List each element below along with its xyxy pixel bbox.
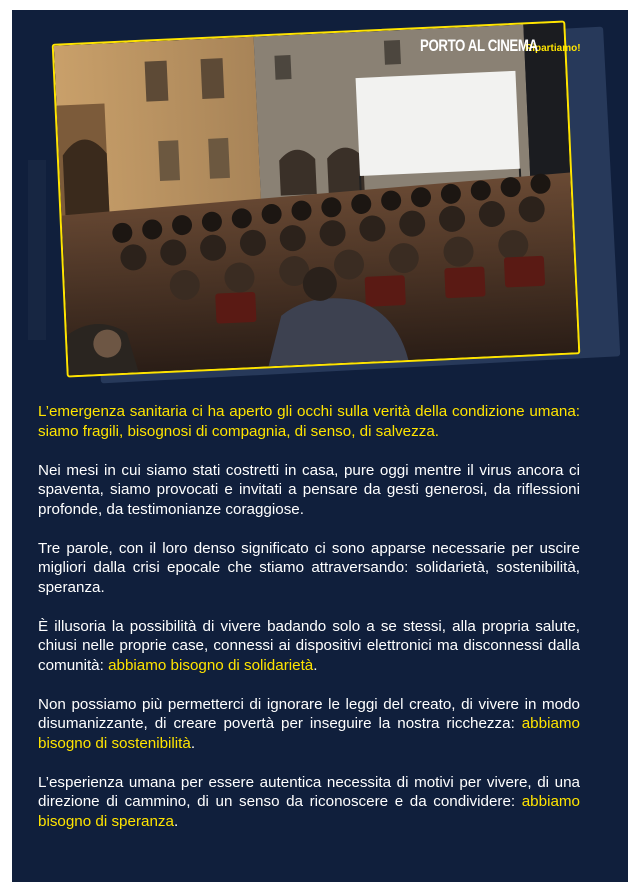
paragraph-2 bbox=[38, 461, 580, 520]
paragraph-6 bbox=[38, 773, 580, 832]
outdoor-cinema-illustration bbox=[54, 23, 578, 376]
paragraph-1-highlight: L’emergenza sanitaria ci ha aperto gli occhi sulla verità della condizione umana: siamo fragili, bisognosi di compagnia, di senso, di salvezza. bbox=[38, 403, 580, 440]
paragraph-5-highlight: abbiamo bisogno di sostenibilità bbox=[38, 715, 580, 752]
paragraph-5-tail: . bbox=[190, 734, 196, 752]
paragraph-3 bbox=[38, 539, 580, 598]
paragraph-3-text: Tre parole, con il loro denso significato ci sono apparse necessarie per uscire migliori dalla crisi epocale che stiamo attraversando: solidarietà, sostenibilità, speranza. bbox=[38, 539, 580, 596]
logo-tagline: Ripartiamo! bbox=[525, 43, 581, 54]
paragraph-2-text: Nei mesi in cui siamo stati costretti in casa, pure oggi mentre il virus ancora ci spaventa, siamo provocati e invitati a pensare da gesti generosi, da riflessioni profonde, da testimonianze coraggiose. bbox=[38, 461, 580, 518]
article-body bbox=[38, 402, 580, 851]
porto-al-cinema-logo bbox=[420, 36, 581, 56]
outdoor-cinema-photo bbox=[52, 21, 581, 378]
paragraph-4 bbox=[38, 617, 580, 676]
paragraph-6-highlight: abbiamo bisogno di speranza bbox=[38, 793, 580, 830]
logo-title: PORTO AL CINEMA bbox=[420, 36, 538, 55]
paragraph-5-text: Non possiamo più permetterci di ignorare le leggi del creato, di vivere in modo disumanizzante, di creare povertà per inseguire la nostra ricchezza: bbox=[38, 695, 580, 732]
paragraph-5 bbox=[38, 695, 580, 754]
paragraph-6-text: L’esperienza umana per essere autentica necessita di motivi per vivere, di una direzione di cammino, di un senso da riconoscere e da condividere: bbox=[38, 773, 580, 810]
paragraph-4-text: È illusoria la possibilità di vivere badando solo a se stessi, alla propria salute, chiusi nelle proprie case, connessi ai dispositivi elettronici ma disconnessi dalla comunità: bbox=[38, 617, 580, 674]
paragraph-4-highlight: abbiamo bisogno di solidarietà bbox=[108, 656, 314, 674]
paragraph-1 bbox=[38, 402, 580, 441]
paragraph-6-tail: . bbox=[173, 812, 179, 830]
paragraph-4-tail: . bbox=[313, 656, 318, 674]
